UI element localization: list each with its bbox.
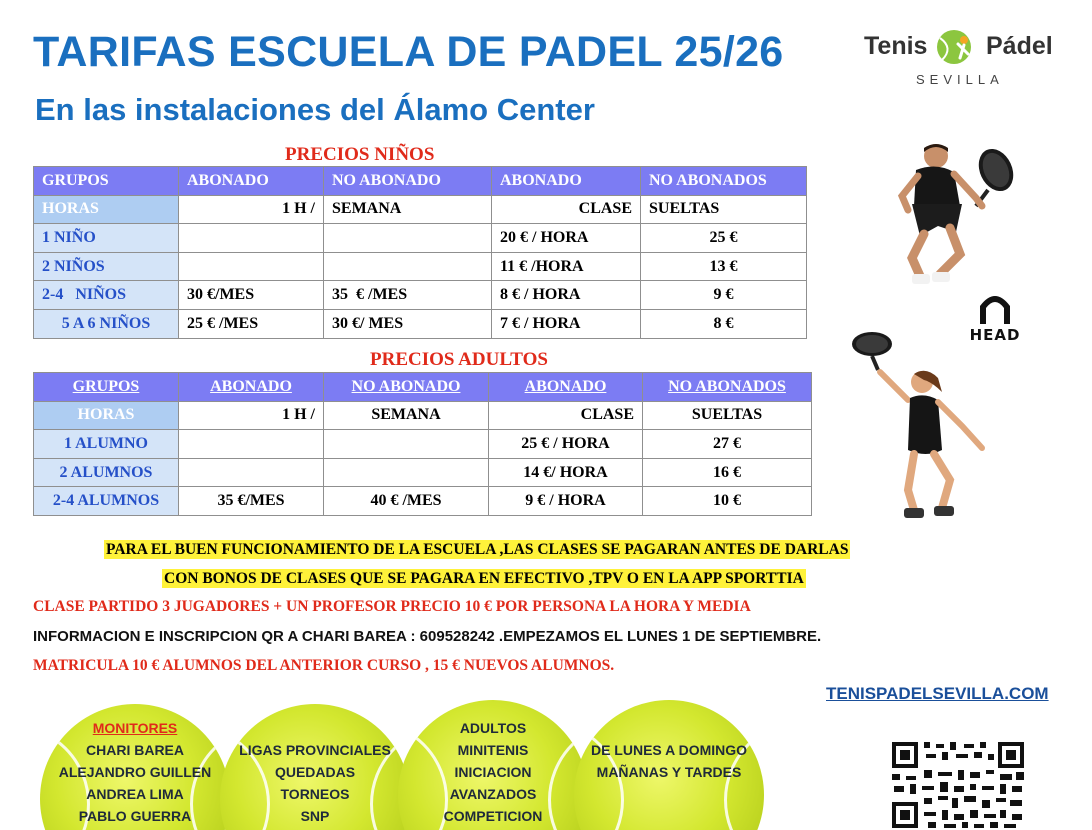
group-label: 1 NIÑO	[34, 224, 179, 253]
table-cell: 14 €/ HORA	[489, 458, 643, 487]
ball-line: COMPETICION	[443, 808, 543, 824]
ball-levels	[398, 700, 588, 830]
header-cell: ABONADO	[179, 373, 324, 402]
group-label: 2-4 NIÑOS	[34, 281, 179, 310]
logo-text-left: Tenis	[864, 32, 928, 60]
table-cell: 35 €/MES	[179, 487, 324, 516]
table-cell	[179, 224, 324, 253]
ball-line: PABLO GUERRA	[78, 808, 192, 824]
table-row	[34, 252, 807, 281]
ball-line: SNP	[300, 808, 330, 824]
qr-code-icon[interactable]	[890, 740, 1026, 830]
header-cell: ABONADO	[489, 373, 643, 402]
table-row	[34, 281, 807, 310]
ball-line: ALEJANDRO GUILLEN	[58, 764, 212, 780]
page-subtitle: En las instalaciones del Álamo Center	[35, 92, 595, 127]
table-row	[34, 487, 812, 516]
table-cell: 25 €	[641, 224, 807, 253]
table-cell: 1 H /	[179, 195, 324, 224]
group-label: 2 ALUMNOS	[34, 458, 179, 487]
table-cell: CLASE	[489, 401, 643, 430]
table-cell: 7 € / HORA	[492, 309, 641, 338]
table-cell: 25 € /MES	[179, 309, 324, 338]
group-label: 2-4 ALUMNOS	[34, 487, 179, 516]
ball-line: ADULTOS	[459, 720, 527, 736]
notice-text: CON BONOS DE CLASES QUE SE PAGARA EN EFECTIVO ,TPV O EN LA APP SPORTTIA	[164, 570, 804, 587]
table-cell: SUELTAS	[641, 195, 807, 224]
ninos-price-table	[33, 166, 807, 339]
table-header-row	[34, 167, 807, 196]
adultos-price-table	[33, 372, 812, 516]
table-cell: 13 €	[641, 252, 807, 281]
notice-info: INFORMACION E INSCRIPCION QR A CHARI BAREA : 609528242 .EMPEZAMOS EL LUNES 1 DE SEPTIEMBRE.	[33, 628, 822, 645]
table-row	[34, 430, 812, 459]
notice-matricula: MATRICULA 10 € ALUMNOS DEL ANTERIOR CURSO , 15 € NUEVOS ALUMNOS.	[33, 657, 615, 674]
female-player-image	[842, 330, 992, 525]
table-cell	[324, 252, 492, 281]
table-cell: SEMANA	[324, 401, 489, 430]
ball-line: QUEDADAS	[274, 764, 356, 780]
ball-schedule	[574, 700, 764, 830]
table-cell: 20 € / HORA	[492, 224, 641, 253]
head-logo-icon	[950, 288, 1040, 328]
table-cell: 10 €	[643, 487, 812, 516]
header-cell: NO ABONADOS	[643, 373, 812, 402]
table-cell	[324, 430, 489, 459]
table-cell: 9 €	[641, 281, 807, 310]
adultos-section-title: PRECIOS ADULTOS	[370, 349, 548, 370]
notice-payment-2	[162, 570, 806, 588]
ball-line: MAÑANAS Y TARDES	[596, 764, 742, 780]
ball-line: AVANZADOS	[449, 786, 537, 802]
ball-line: TORNEOS	[280, 786, 350, 802]
ball-line: ANDREA LIMA	[86, 786, 184, 802]
group-label: 1 ALUMNO	[34, 430, 179, 459]
table-cell	[179, 252, 324, 281]
tenis-padel-logo	[864, 28, 1054, 88]
notice-match-class: CLASE PARTIDO 3 JUGADORES + UN PROFESOR PRECIO 10 € POR PERSONA LA HORA Y MEDIA	[33, 598, 751, 615]
ball-line: LIGAS PROVINCIALES	[239, 742, 391, 758]
table-cell: SUELTAS	[643, 401, 812, 430]
table-cell: CLASE	[492, 195, 641, 224]
table-cell	[179, 458, 324, 487]
ball-line: INICIACION	[454, 764, 532, 780]
table-cell: 1 H /	[179, 401, 324, 430]
table-cell: 8 €	[641, 309, 807, 338]
header-cell: NO ABONADOS	[641, 167, 807, 196]
table-cell: SEMANA	[324, 195, 492, 224]
table-cell: 11 € /HORA	[492, 252, 641, 281]
ball-competitions	[220, 704, 410, 830]
page-title: TARIFAS ESCUELA DE PADEL 25/26	[33, 28, 784, 76]
hours-row	[34, 195, 807, 224]
table-row	[34, 224, 807, 253]
header-cell: ABONADO	[179, 167, 324, 196]
ball-line: MINITENIS	[457, 742, 529, 758]
notice-payment-1	[104, 541, 850, 559]
logo-ball-icon	[934, 28, 978, 66]
group-label: 5 A 6 NIÑOS	[34, 309, 179, 338]
table-cell: 9 € / HORA	[489, 487, 643, 516]
table-cell	[179, 430, 324, 459]
table-row	[34, 309, 807, 338]
hours-label: HORAS	[34, 195, 179, 224]
ball-heading: MONITORES	[92, 720, 178, 736]
group-label: 2 NIÑOS	[34, 252, 179, 281]
logo-text-right: Pádel	[986, 32, 1053, 60]
table-cell: 25 € / HORA	[489, 430, 643, 459]
table-header-row	[34, 373, 812, 402]
header-cell: GRUPOS	[34, 373, 179, 402]
ball-line: CHARI BAREA	[86, 742, 184, 758]
table-cell: 8 € / HORA	[492, 281, 641, 310]
header-cell: NO ABONADO	[324, 373, 489, 402]
table-cell: 27 €	[643, 430, 812, 459]
table-cell: 30 €/ MES	[324, 309, 492, 338]
male-player-image	[836, 140, 1036, 300]
ninos-section-title: PRECIOS NIÑOS	[285, 144, 435, 165]
header-cell: NO ABONADO	[324, 167, 492, 196]
table-cell: 16 €	[643, 458, 812, 487]
table-cell: 30 €/MES	[179, 281, 324, 310]
hours-row	[34, 401, 812, 430]
website-link[interactable]: TENISPADELSEVILLA.COM	[826, 684, 1049, 703]
logo-subtitle: SEVILLA	[916, 72, 1004, 87]
table-row	[34, 458, 812, 487]
table-cell: 40 € /MES	[324, 487, 489, 516]
header-cell: GRUPOS	[34, 167, 179, 196]
ball-line: DE LUNES A DOMINGO	[590, 742, 748, 758]
hours-label: HORAS	[34, 401, 179, 430]
table-cell: 35 € /MES	[324, 281, 492, 310]
table-cell	[324, 224, 492, 253]
notice-text: PARA EL BUEN FUNCIONAMIENTO DE LA ESCUELA ,LAS CLASES SE PAGARAN ANTES DE DARLAS	[106, 541, 849, 558]
ball-monitores	[40, 704, 230, 830]
table-cell	[324, 458, 489, 487]
head-logo-text: HEAD	[969, 326, 1021, 344]
header-cell: ABONADO	[492, 167, 641, 196]
